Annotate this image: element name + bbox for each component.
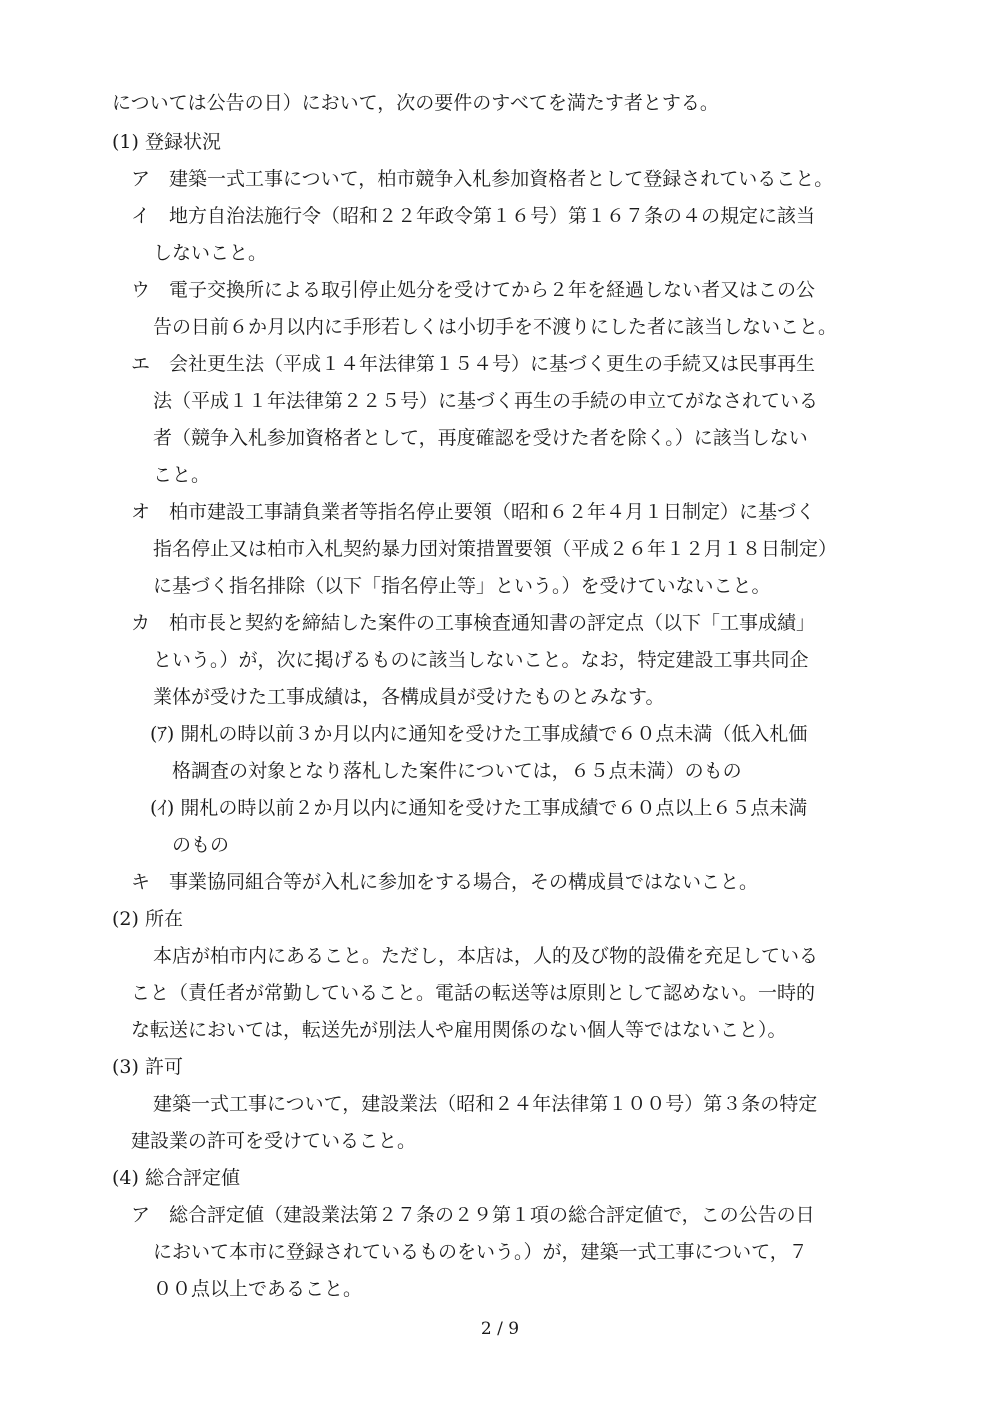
text-line: 告の日前６か月以内に手形若しくは小切手を不渡りにした者に該当しないこと。: [153, 316, 838, 338]
text-line: 建築一式工事について，建設業法（昭和２４年法律第１００号）第３条の特定: [153, 1093, 818, 1115]
list-item: イ 地方自治法施行令（昭和２２年政令第１６号）第１６７条の４の規定に該当: [131, 205, 816, 227]
text-line: 者（競争入札参加資格者として，再度確認を受けた者を除く。）に該当しない: [153, 427, 808, 449]
text-line: 格調査の対象となり落札した案件については，６５点未満）のもの: [172, 760, 742, 782]
text-line: に基づく指名排除（以下「指名停止等」という。）を受けていないこと。: [153, 575, 771, 597]
text-line: こと。: [153, 464, 211, 486]
list-item: ア 総合評定値（建設業法第２７条の２９第１項の総合評定値で，この公告の日: [131, 1204, 815, 1226]
list-item: オ 柏市建設工事請負業者等指名停止要領（昭和６２年４月１日制定）に基づく: [131, 501, 816, 523]
list-item: カ 柏市長と契約を締結した案件の工事検査通知書の評定点（以下「工事成績」: [131, 612, 816, 634]
list-item: ア 建築一式工事について，柏市競争入札参加資格者として登録されていること。: [131, 168, 834, 190]
sub-list-item: (ｲ) 開札の時以前２か月以内に通知を受けた工事成績で６０点以上６５点未満: [150, 797, 808, 819]
page-number: 2 / 9: [480, 1319, 520, 1339]
text-line: しないこと。: [153, 242, 268, 264]
text-line: 業体が受けた工事成績は，各構成員が受けたものとみなす。: [153, 686, 665, 708]
text-line: 指名停止又は柏市入札契約暴力団対策措置要領（平成２６年１２月１８日制定）: [153, 538, 838, 560]
text-line: な転送においては，転送先が別法人や雇用関係のない個人等ではないこと）。: [131, 1019, 787, 1041]
text-line: については公告の日）において，次の要件のすべてを満たす者とする。: [112, 92, 719, 114]
text-line: こと（責任者が常勤していること。電話の転送等は原則として認めない。一時的: [131, 982, 816, 1004]
text-line: 法（平成１１年法律第２２５号）に基づく再生の手続の申立てがなされている: [153, 390, 819, 412]
section-heading: (1) 登録状況: [112, 131, 221, 153]
section-heading: (4) 総合評定値: [112, 1167, 240, 1189]
text-line: のもの: [172, 834, 230, 856]
section-heading: (3) 許可: [112, 1056, 183, 1078]
text-line: という。）が，次に掲げるものに該当しないこと。なお，特定建設工事共同企: [153, 649, 809, 671]
sub-list-item: (ｱ) 開札の時以前３か月以内に通知を受けた工事成績で６０点未満（低入札価: [150, 723, 808, 745]
section-heading: (2) 所在: [112, 908, 183, 930]
list-item: エ 会社更生法（平成１４年法律第１５４号）に基づく更生の手続又は民事再生: [131, 353, 816, 375]
text-line: ００点以上であること。: [153, 1278, 363, 1300]
text-line: 建設業の許可を受けていること。: [131, 1130, 417, 1152]
text-line: において本市に登録されているものをいう。）が，建築一式工事について，７: [153, 1241, 808, 1263]
list-item: キ 事業協同組合等が入札に参加をする場合，その構成員ではないこと。: [131, 871, 759, 893]
list-item: ウ 電子交換所による取引停止処分を受けてから２年を経過しない者又はこの公: [131, 279, 816, 301]
text-line: 本店が柏市内にあること。ただし，本店は，人的及び物的設備を充足している: [153, 945, 819, 967]
